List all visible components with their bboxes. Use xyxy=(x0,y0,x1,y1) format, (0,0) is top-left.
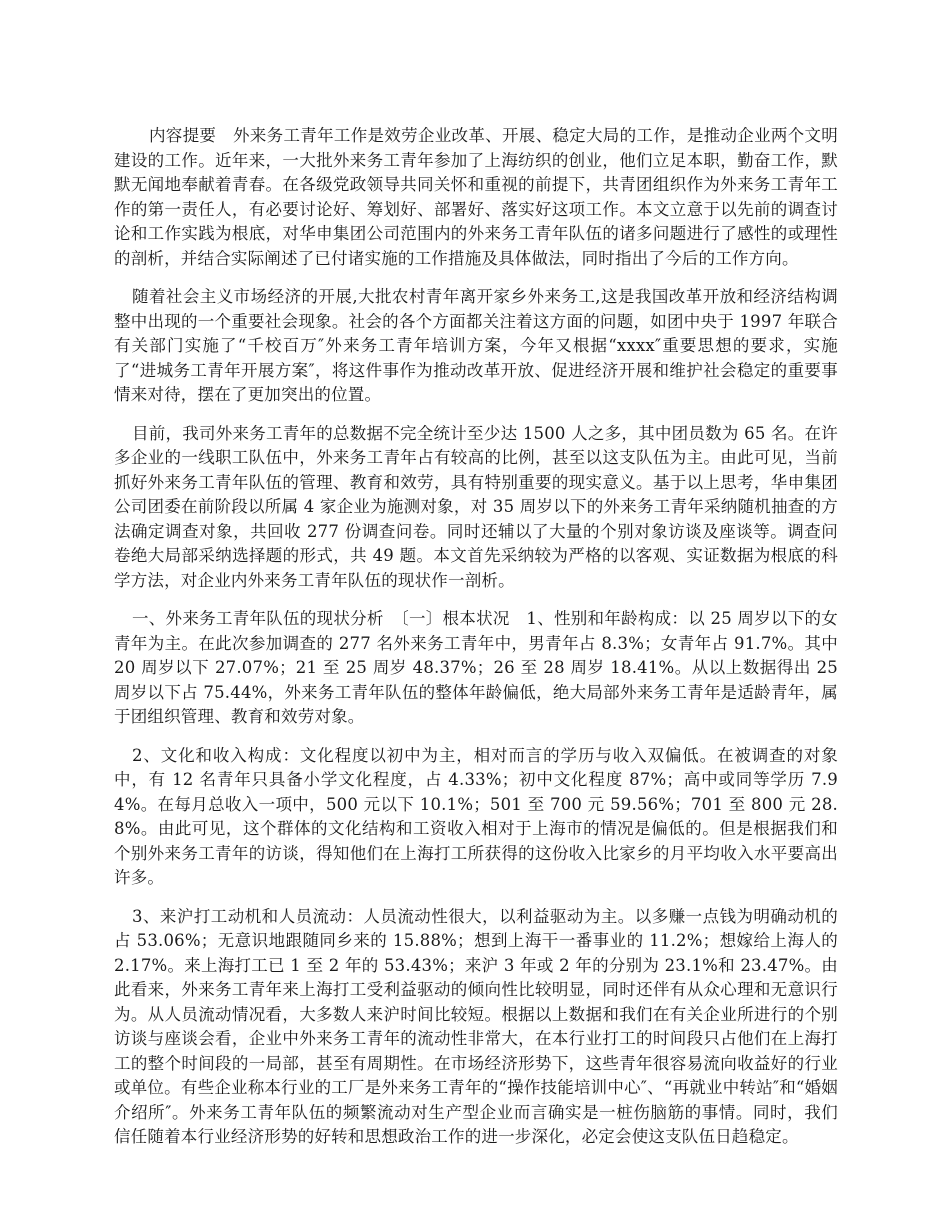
survey-paragraph: 目前，我司外来务工青年的总数据不完全统计至少达 1500 人之多，其中团员数为 65 名。在许多企业的一线职工队伍中，外来务工青年占有较高的比例，甚至以这支队伍为主。由此可见，当前抓好外来务工青年队伍的管理、教育和效劳，具有特别重要的现实意义。基于以上思考，华申集团公司团委在前阶段以所属 4 家企业为施测对象，对 35 周岁以下的外来务工青年采纳随机抽查的方法确定调查对象，共回收 277 份调查问卷。同时还辅以了大量的个别对象访谈及座谈等。调查问卷绝大局部采纳选择题的形式，共 49 题。本文首先采纳较为严格的以客观、实证数据为根底的科学方法，对企业内外来务工青年队伍的现状作一剖析。 xyxy=(114,423,838,590)
section-3-motivation-mobility-paragraph: 3、来沪打工动机和人员流动：人员流动性很大，以利益驱动为主。以多赚一点钱为明确动机的占 53.06%；无意识地跟随同乡来的 15.88%；想到上海干一番事业的 11.2%；想嫁给上海人的 2.17%。来上海打工已 1 至 2 年的 53.43%；来沪 3 年或 2 年的分别为 23.1%和 23.47%。由此看来，外来务工青年来上海打工受利益驱动的倾向性比较明显，同时还伴有从众心理和无意识行为。从人员流动情况看，大多数人来沪时间比较短。根据以上数据和我们在有关企业所进行的个别访谈与座谈会看，企业中外来务工青年的流动性非常大，在本行业打工的时间段只占他们在上海打工的整个时间段的一局部，甚至有周期性。在市场经济形势下，这些青年很容易流向收益好的行业或单位。有些企业称本行业的工厂是外来务工青年的“操作技能培训中心″、“再就业中转站″和“婚姻介绍所″。外来务工青年队伍的频繁流动对生产型企业而言确实是一桩伤脑筋的事情。同时，我们信任随着本行业经济形势的好转和思想政治工作的进一步深化，必定会使这支队伍日趋稳定。 xyxy=(114,906,838,1146)
document-body xyxy=(114,124,838,1164)
intro-paragraph: 随着社会主义市场经济的开展,大批农村青年离开家乡外来务工,这是我国改革开放和经济结构调整中出现的一个重要社会现象。社会的各个方面都关注着这方面的问题，如团中央于 1997 年联合有关部门实施了“千校百万″外来务工青年培训方案，今年又根据“xxxx″重要思想的要求，实施了“进城务工青年开展方案″，将这件事作为推动改革开放、促进经济开展和维护社会稳定的重要事情来对待，摆在了更加突出的位置。 xyxy=(114,287,838,404)
section-1-gender-age-paragraph: 一、外来务工青年队伍的现状分析 〔一〕根本状况 1、性别和年龄构成：以 25 周岁以下的女青年为主。在此次参加调查的 277 名外来务工青年中，男青年占 8.3%；女青年占 91.7%。其中 20 周岁以下 27.07%；21 至 25 周岁 48.37%；26 至 28 周岁 18.41%。从以上数据得出 25 周岁以下占 75.44%，外来务工青年队伍的整体年龄偏低，绝大局部外来务工青年是适龄青年，属于团组织管理、教育和效劳对象。 xyxy=(114,609,838,726)
section-2-education-income-paragraph: 2、文化和收入构成：文化程度以初中为主，相对而言的学历与收入双偏低。在被调查的对象中，有 12 名青年只具备小学文化程度，占 4.33%；初中文化程度 87%；高中或同等学历 7.94%。在每月总收入一项中，500 元以下 10.1%；501 至 700 元 59.56%；701 至 800 元 28.8%。由此可见，这个群体的文化结构和工资收入相对于上海市的情况是偏低的。但是根据我们和个别外来务工青年的访谈，得知他们在上海打工所获得的这份收入比家乡的月平均收入水平要高出许多。 xyxy=(114,745,838,887)
abstract-paragraph: 内容提要 外来务工青年工作是效劳企业改革、开展、稳定大局的工作，是推动企业两个文明建设的工作。近年来，一大批外来务工青年参加了上海纺织的创业，他们立足本职，勤奋工作，默默无闻地奉献着青春。在各级党政领导共同关怀和重视的前提下，共青团组织作为外来务工青年工作的第一责任人，有必要讨论好、筹划好、部署好、落实好这项工作。本文立意于以先前的调查讨论和工作实践为根底，对华申集团公司范围内的外来务工青年队伍的诸多问题进行了感性的或理性的剖析，并结合实际阐述了已付诸实施的工作措施及具体做法，同时指出了今后的工作方向。 xyxy=(114,126,838,268)
